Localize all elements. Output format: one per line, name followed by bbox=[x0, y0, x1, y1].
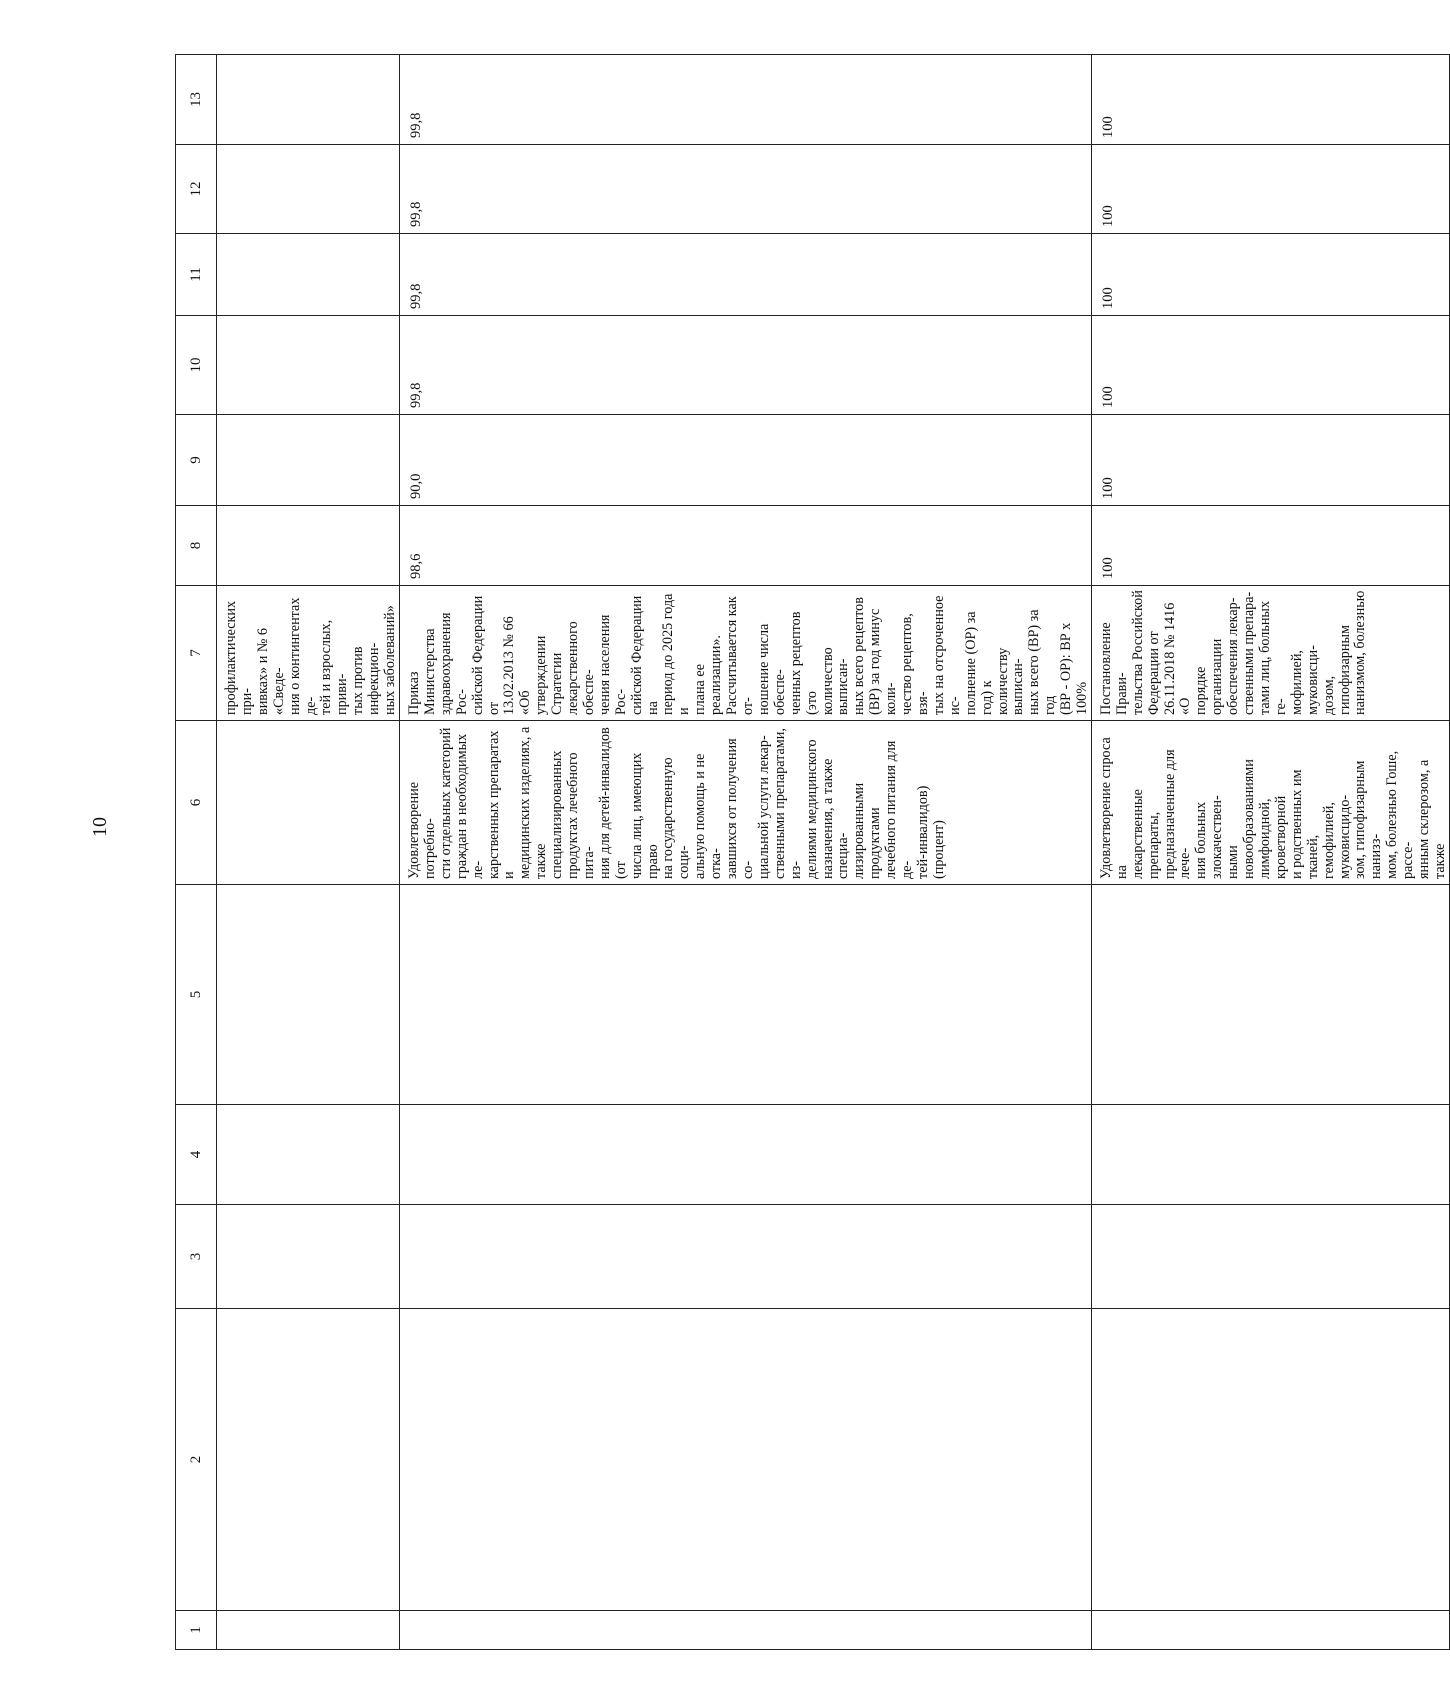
column-header-4: 4 bbox=[176, 1105, 217, 1205]
value-col9: 90,0 bbox=[407, 473, 424, 499]
table-cell-col8 bbox=[1091, 506, 1449, 586]
methodology-text: профилактических при- вивках» и № 6 «Сведе- ния о контингентах де- тей и взрослых, приви- тых против инфекцион- ных заболеваний» bbox=[223, 597, 399, 715]
table-cell-col9 bbox=[217, 415, 400, 506]
column-header-2: 2 bbox=[176, 1309, 217, 1611]
value-col8: 100 bbox=[1099, 557, 1116, 579]
value-col12: 100 bbox=[1099, 205, 1116, 227]
value-col8 bbox=[217, 506, 225, 585]
table-cell-col10 bbox=[1091, 316, 1449, 415]
table-cell-col2 bbox=[217, 1309, 400, 1611]
value-col13: 99,8 bbox=[407, 112, 424, 138]
table-row bbox=[1091, 55, 1449, 1650]
table-cell-col13 bbox=[217, 55, 400, 145]
column-header-8: 8 bbox=[176, 506, 217, 586]
value-col13 bbox=[217, 55, 225, 144]
column-header-5: 5 bbox=[176, 885, 217, 1105]
column-header-12: 12 bbox=[176, 145, 217, 234]
methodology-text: Постановление Прави- тельства Российской Федерации от 26.11.2018 № 1416 «О порядке организации обеспечения лекар- ственными препара- тами лиц, больных ге- мофилией, муковисци- дозом, гипофизарным нанизмом, болезнью bbox=[1097, 590, 1369, 715]
column-header-11: 11 bbox=[176, 234, 217, 316]
table-cell-col10 bbox=[217, 316, 400, 415]
table-cell-col1 bbox=[399, 1611, 1091, 1650]
table-cell-col5 bbox=[217, 885, 400, 1105]
value-col10: 99,8 bbox=[407, 382, 424, 408]
column-header-6: 6 bbox=[176, 721, 217, 885]
methodology-text: Приказ Министерства здравоохранения Рос- сийской Федерации от 13.02.2013 № 66 «Об утверждении Стратегии лекарственного обеспе- чения населения Рос- сийской Федерации на период до 2025 года и плана ее реализации». Рассчитывается как от- ношение числа обеспе- ченных рецептов (это количество выписан- ных всего рецептов (ВР) за год минус коли- чество рецептов, взя- тых на отсроченное ис- полнение (ОР) за год) к количеству выписан- ных всего (ВР) за год (ВР - ОР): ВР x 100% bbox=[405, 593, 1091, 715]
table-cell-col5 bbox=[1091, 885, 1449, 1105]
column-header-10: 10 bbox=[176, 316, 217, 415]
value-col9 bbox=[217, 415, 225, 505]
table-cell-col7 bbox=[399, 586, 1091, 721]
value-col12: 99,8 bbox=[407, 201, 424, 227]
value-col13: 100 bbox=[1099, 116, 1116, 138]
table-row bbox=[217, 55, 400, 1650]
table-cell-col2 bbox=[399, 1309, 1091, 1611]
value-col9: 100 bbox=[1099, 477, 1116, 499]
table-cell-col12 bbox=[399, 145, 1091, 234]
table-cell-col10 bbox=[399, 316, 1091, 415]
column-header-3: 3 bbox=[176, 1205, 217, 1309]
table-cell-col4 bbox=[1091, 1105, 1449, 1205]
table-cell-col11 bbox=[399, 234, 1091, 316]
table-cell-col8 bbox=[217, 506, 400, 586]
table-cell-col5 bbox=[399, 885, 1091, 1105]
header-row bbox=[176, 55, 217, 1650]
value-col12 bbox=[217, 145, 225, 233]
table-cell-col8 bbox=[399, 506, 1091, 586]
table-cell-col6 bbox=[399, 721, 1091, 885]
table-cell-col12 bbox=[1091, 145, 1449, 234]
value-col10 bbox=[217, 316, 225, 414]
table-cell-col4 bbox=[217, 1105, 400, 1205]
column-header-1: 1 bbox=[176, 1611, 217, 1650]
table-cell-col6 bbox=[217, 721, 400, 885]
table-cell-col3 bbox=[1091, 1205, 1449, 1309]
table-cell-col2 bbox=[1091, 1309, 1449, 1611]
table-cell-col6 bbox=[1091, 721, 1449, 885]
table-cell-col1 bbox=[1091, 1611, 1449, 1650]
page-number: 10 bbox=[89, 817, 111, 837]
table-cell-col13 bbox=[399, 55, 1091, 145]
value-col11: 99,8 bbox=[407, 283, 424, 309]
table-cell-col4 bbox=[399, 1105, 1091, 1205]
value-col11 bbox=[217, 234, 225, 315]
value-col8: 98,6 bbox=[407, 553, 424, 579]
column-header-7: 7 bbox=[176, 586, 217, 721]
table-cell-col3 bbox=[399, 1205, 1091, 1309]
indicator-name-text: Удовлетворение спроса на лекарственные препараты, предназначенные для лече- ния больных злокачествен- ными новообразованиями лимфоидной, кроветворной и родственных им тканей, гемофилией, муковисцидо- зом, гипофизарным нанизз- мом, болезнью Гоше, рассе- янным склерозом, а также bbox=[1097, 737, 1448, 879]
indicator-name-text: Удовлетворение потребно- сти отдельных категорий граждан в необходимых ле- карственных препаратах и медицинских изделиях, а также специализированных продуктах лечебного пита- ния для детей-инвалидов (от числа лиц, имеющих право на государственную соци- альную помощь и не отка- завшихся от получения со- циальной услуги лекар- ственными препаратами, из- делиями медицинского назначения, а также специа- лизированными продуктами лечебного питания для де- тей-инвалидов) (процент) bbox=[405, 726, 947, 879]
indicator-name-text bbox=[217, 721, 224, 884]
table-cell-col7 bbox=[217, 586, 400, 721]
table-cell-col7 bbox=[1091, 586, 1449, 721]
table-cell-col9 bbox=[399, 415, 1091, 506]
column-header-9: 9 bbox=[176, 415, 217, 506]
table-cell-col9 bbox=[1091, 415, 1449, 506]
rotated-table-container bbox=[175, 55, 1448, 1650]
column-header-13: 13 bbox=[176, 55, 217, 145]
table-cell-col11 bbox=[217, 234, 400, 316]
table-cell-col3 bbox=[217, 1205, 400, 1309]
value-col10: 100 bbox=[1099, 386, 1116, 408]
value-col11: 100 bbox=[1099, 287, 1116, 309]
table-cell-col1 bbox=[217, 1611, 400, 1650]
table-cell-col13 bbox=[1091, 55, 1449, 145]
table-row bbox=[399, 55, 1091, 1650]
table-cell-col11 bbox=[1091, 234, 1449, 316]
indicator-table bbox=[175, 54, 1450, 1650]
table-cell-col12 bbox=[217, 145, 400, 234]
